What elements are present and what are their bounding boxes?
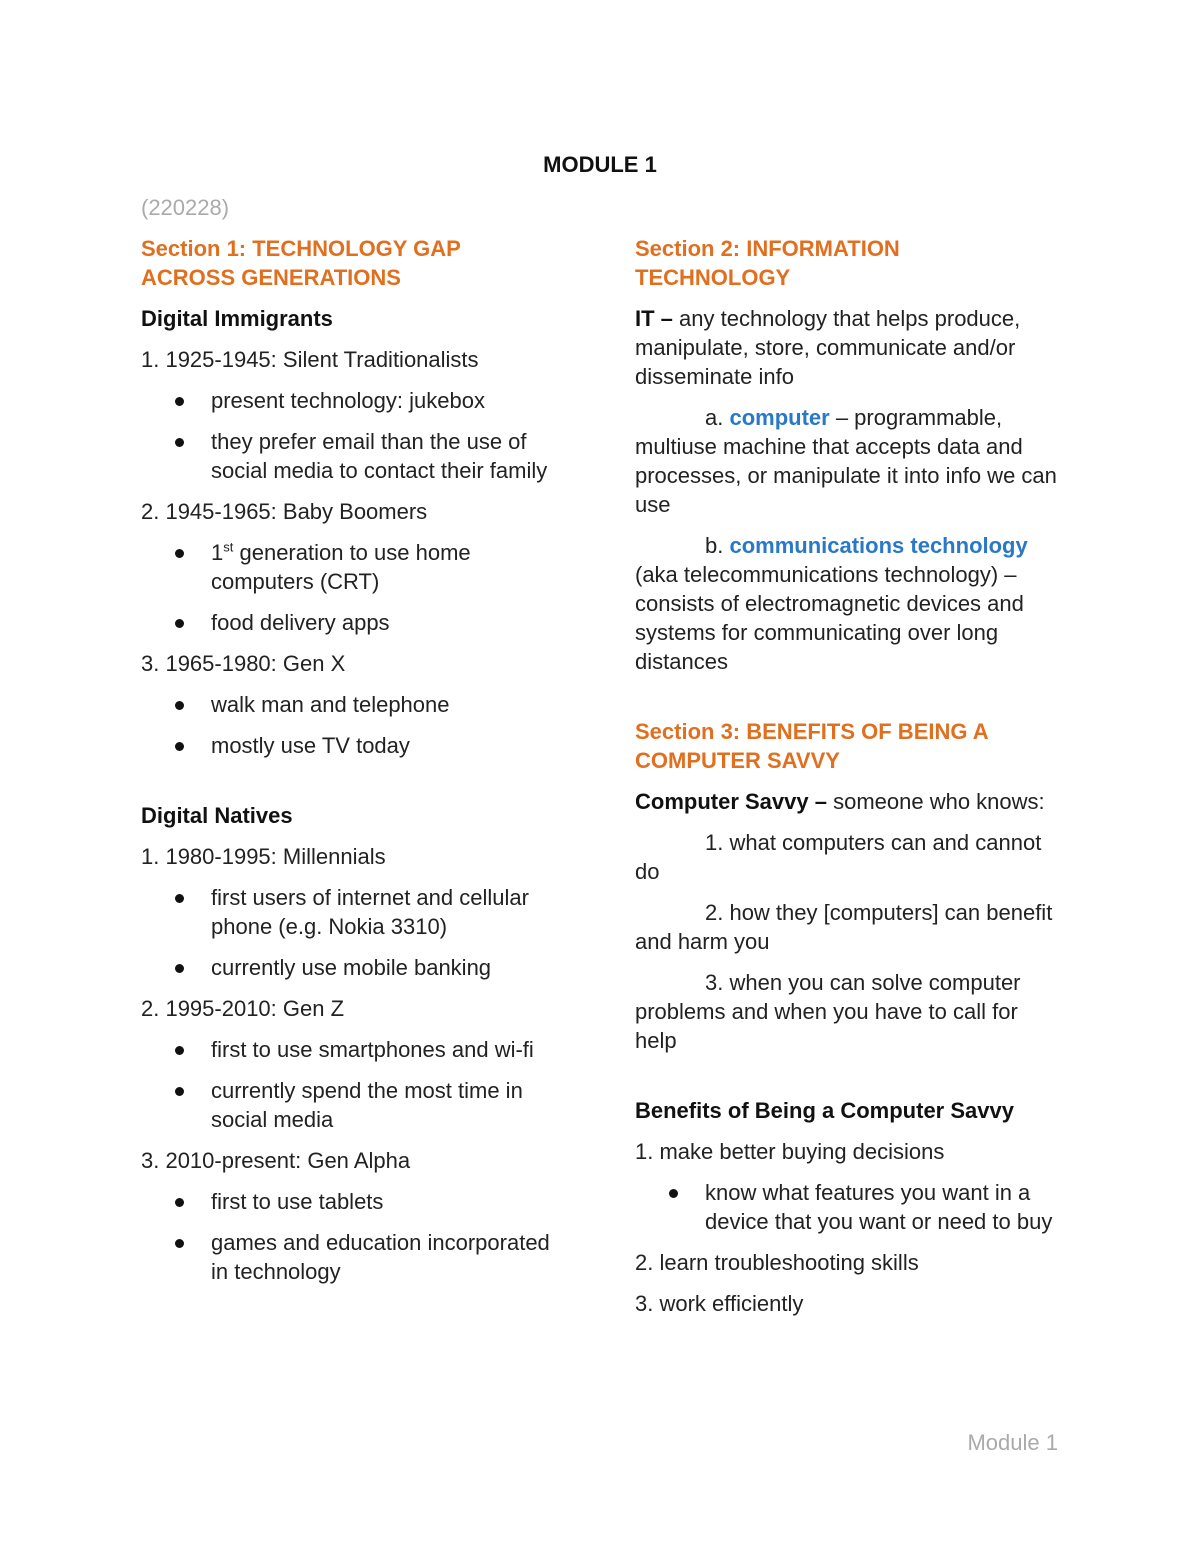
page-title: MODULE 1	[543, 152, 657, 177]
computer-savvy-definition: Computer Savvy – someone who knows:	[635, 789, 1045, 814]
bullet-item: mostly use TV today	[141, 731, 571, 760]
right-column	[635, 234, 1065, 1330]
benefits-heading: Benefits of Being a Computer Savvy	[635, 1098, 1014, 1123]
bullet-item: currently use mobile banking	[141, 953, 571, 982]
list-item: 1. 1980-1995: Millennials	[141, 844, 386, 869]
bullet-item: 1st generation to use home computers (CRT)	[141, 538, 571, 596]
list-item: 3. when you can solve computer problems and when you have to call for help	[635, 970, 1021, 1053]
page-footer: Module 1	[967, 1430, 1058, 1455]
list-item: 2. how they [computers] can benefit and harm you	[635, 900, 1053, 954]
bullet-item: know what features you want in a device that you want or need to buy	[635, 1178, 1065, 1236]
bullet-item: they prefer email than the use of social media to contact their family	[141, 427, 571, 485]
section-2-heading: Section 2: INFORMATION TECHNOLOGY	[635, 236, 900, 290]
bullet-icon	[175, 742, 184, 751]
bullet-icon	[175, 1198, 184, 1207]
bullet-item: first to use smartphones and wi-fi	[141, 1035, 571, 1064]
bullet-icon	[175, 1046, 184, 1055]
list-item: 2. learn troubleshooting skills	[635, 1250, 919, 1275]
date-label: (220228)	[141, 195, 230, 220]
bullet-icon	[175, 549, 184, 558]
digital-natives-heading: Digital Natives	[141, 803, 293, 828]
bullet-item: food delivery apps	[141, 608, 571, 637]
list-item: 1. 1925-1945: Silent Traditionalists	[141, 347, 479, 372]
bullet-icon	[175, 397, 184, 406]
digital-immigrants-heading: Digital Immigrants	[141, 306, 333, 331]
list-item: 2. 1945-1965: Baby Boomers	[141, 499, 428, 524]
left-column	[141, 234, 571, 1298]
bullet-icon	[175, 894, 184, 903]
bullet-icon	[175, 438, 184, 447]
list-item: 3. 1965-1980: Gen X	[141, 651, 346, 676]
list-item: 3. 2010-present: Gen Alpha	[141, 1148, 411, 1173]
section-3-heading: Section 3: BENEFITS OF BEING A COMPUTER SAVVY	[635, 719, 989, 773]
bullet-item: first to use tablets	[141, 1187, 571, 1216]
bullet-icon	[175, 964, 184, 973]
it-definition: IT – any technology that helps produce, manipulate, store, communicate and/or disseminate info	[635, 306, 1021, 389]
bullet-icon	[175, 1087, 184, 1096]
section-1-heading: Section 1: TECHNOLOGY GAP ACROSS GENERATIONS	[141, 236, 461, 290]
bullet-icon	[175, 619, 184, 628]
bullet-item: first users of internet and cellular phone (e.g. Nokia 3310)	[141, 883, 571, 941]
bullet-item: present technology: jukebox	[141, 386, 571, 415]
bullet-icon	[669, 1189, 678, 1198]
bullet-icon	[175, 701, 184, 710]
list-item: 1. what computers can and cannot do	[635, 830, 1042, 884]
bullet-item: walk man and telephone	[141, 690, 571, 719]
list-item: 3. work efficiently	[635, 1291, 804, 1316]
bullet-item: currently spend the most time in social media	[141, 1076, 571, 1134]
computer-definition: a. computer – programmable, multiuse machine that accepts data and processes, or manipulate it into info we can use	[635, 405, 1057, 517]
bullet-item: games and education incorporated in technology	[141, 1228, 571, 1286]
communications-technology-definition: b. communications technology (aka telecommunications technology) – consists of electromagnetic devices and systems for communicating over long distances	[635, 533, 1028, 674]
list-item: 2. 1995-2010: Gen Z	[141, 996, 345, 1021]
bullet-icon	[175, 1239, 184, 1248]
list-item: 1. make better buying decisions	[635, 1139, 945, 1164]
